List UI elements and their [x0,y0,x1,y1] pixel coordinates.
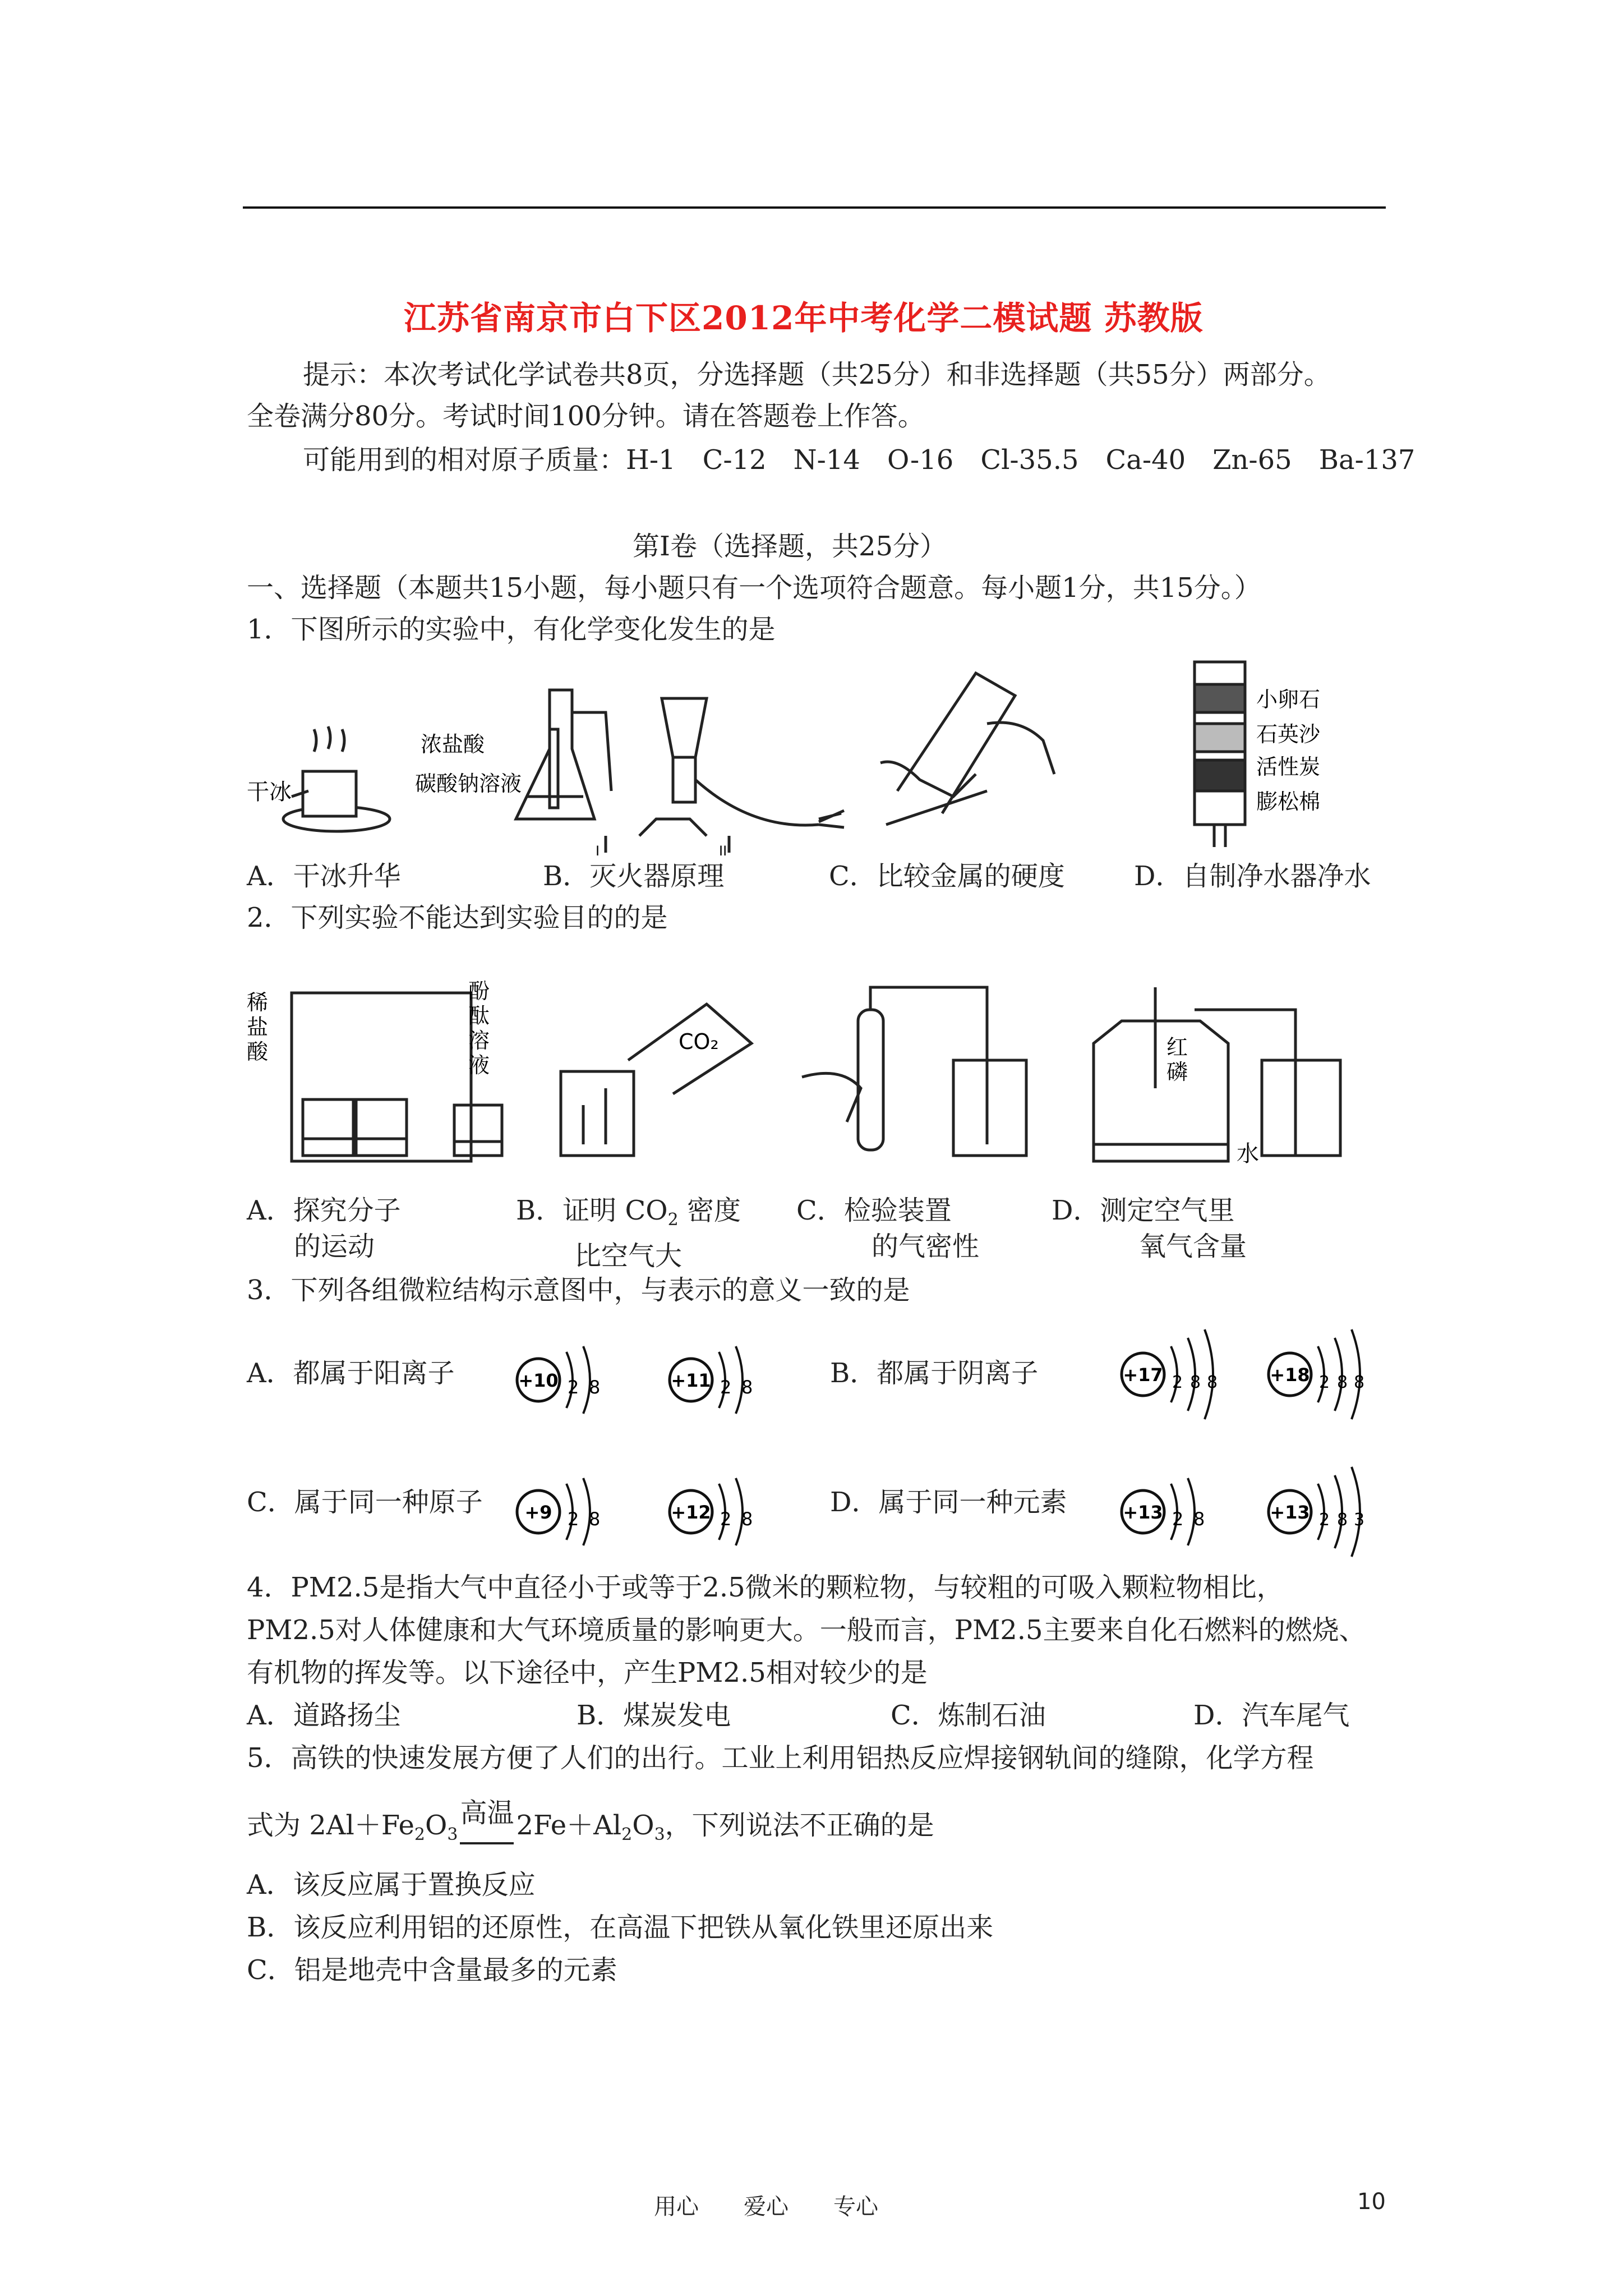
q1-option-b: B．灭火器原理 [543,861,725,892]
svg-text:8: 8 [1207,1373,1218,1392]
q2-stem: 2．下列实验不能达到实验目的的是 [247,902,668,933]
page-title: 江苏省南京市白下区2012年中考化学二模试题 苏教版 [404,299,1204,337]
svg-text:2: 2 [1172,1373,1183,1392]
svg-text:2: 2 [1319,1373,1330,1392]
na2co3-label: 碳酸钠溶液 [415,771,522,796]
svg-text:+13: +13 [1270,1502,1310,1523]
extinguisher-figure [516,690,844,853]
atom-diagrams [494,1313,1402,1576]
atom-diagram [670,1478,753,1545]
q4-option-a: A．道路扬尘 [247,1700,401,1731]
q1-option-c: C．比较金属的硬度 [829,861,1065,892]
intro-line-3: 可能用到的相对原子质量：H-1 C-12 N-14 O-16 Cl-35.5 Ca-40 Zn-65 Ba-137 [303,444,1415,476]
q4-option-d: D．汽车尾气 [1193,1700,1350,1731]
q4-line-1: 4．PM2.5是指大气中直径小于或等于2.5微米的颗粒物，与较粗的可吸入颗粒物相比， [247,1572,1284,1603]
dry-ice-figure [283,726,390,831]
q4-option-c: C．炼制石油 [891,1700,1046,1731]
roman-2-label: II [719,843,727,859]
roman-1-label: I [596,843,600,859]
metal-hardness-figure [880,673,1054,825]
q3-stem: 3．下列各组微粒结构示意图中，与表示的意义一致的是 [247,1274,910,1306]
section-header: 第Ⅰ卷（选择题，共25分） [633,531,947,562]
page-number: 10 [1357,2189,1386,2215]
q4-line-3: 有机物的挥发等。以下途径中，产生PM2.5相对较少的是 [247,1657,928,1688]
q2-figures [247,976,1391,1178]
dry-ice-label: 干冰 [247,779,292,805]
quartz-label: 石英沙 [1256,722,1321,747]
intro-line-1: 提示：本次考试化学试卷共8页，分选择题（共25分）和非选择题（共55分）两部分。 [303,359,1331,390]
q2-option-c: C．检验装置 的气密性 [796,1195,980,1262]
svg-text:2: 2 [1319,1510,1330,1530]
water-purifier-figure [1195,662,1245,847]
red-p-label: 红磷 [1166,1035,1188,1084]
conc-hcl-label: 浓盐酸 [421,732,485,757]
q3-option-b: B．都属于阴离子 [830,1358,1039,1389]
carbon-label: 活性炭 [1256,754,1321,779]
q4-line-2: PM2.5对人体健康和大气环境质量的影响更大。一般而言，PM2.5主要来自化石燃料的燃烧、 [247,1614,1366,1646]
co2-label: CO₂ [679,1029,719,1054]
intro-line-2: 全卷满分80分。考试时间100分钟。请在答题卷上作答。 [247,401,925,432]
svg-text:+13: +13 [1123,1502,1163,1523]
svg-text:2: 2 [720,1377,732,1398]
footer-motto: 用心 爱心 专心 [654,2194,878,2220]
svg-text:+12: +12 [671,1502,711,1523]
q5-line-1: 5．高铁的快速发展方便了人们的出行。工业上利用铝热反应焊接钢轨间的缝隙，化学方程 [247,1742,1314,1774]
svg-text:8: 8 [589,1377,601,1398]
q4-option-b: B．煤炭发电 [577,1700,731,1731]
atom-diagram [1269,1467,1364,1557]
q1-option-d: D．自制净水器净水 [1134,861,1371,892]
co2-density-figure [561,1004,751,1156]
oxygen-content-figure [1094,987,1340,1161]
dilute-hcl-label: 稀盐酸 [247,990,269,1064]
svg-text:2: 2 [568,1377,579,1398]
pebbles-label: 小卵石 [1256,687,1321,712]
svg-text:+17: +17 [1123,1364,1163,1386]
q5-option-a: A．该反应属于置换反应 [247,1869,536,1901]
q1-stem: 1．下图所示的实验中，有化学变化发生的是 [247,614,776,645]
svg-text:8: 8 [589,1508,601,1530]
atom-diagram [670,1346,753,1414]
q2-option-d: D．测定空气里 氧气含量 [1052,1195,1247,1262]
svg-text:+10: +10 [518,1370,559,1391]
svg-text:2: 2 [720,1508,732,1530]
q2-option-b: B．证明 $CO_2$ 密度 比空气大 [516,1195,741,1272]
svg-text:8: 8 [1354,1373,1365,1392]
svg-text:8: 8 [741,1377,753,1398]
q5-option-c: C．铝是地壳中含量最多的元素 [247,1954,617,1986]
svg-text:+9: +9 [524,1502,552,1523]
svg-text:8: 8 [1190,1373,1201,1392]
cotton-label: 膨松棉 [1256,789,1321,814]
q3-option-d: D．属于同一种元素 [830,1487,1067,1518]
header-rule [243,206,1386,209]
q5-option-b: B．该反应利用铝的还原性，在高温下把铁从氧化铁里还原出来 [247,1912,994,1943]
phenol-label: 酚酞溶液 [468,979,490,1078]
atom-diagram [1269,1329,1364,1419]
svg-text:8: 8 [741,1508,753,1530]
svg-text:8: 8 [1193,1508,1205,1530]
svg-text:8: 8 [1337,1373,1348,1392]
svg-text:+11: +11 [671,1370,711,1391]
atom-diagram [517,1478,600,1545]
water-label: 水 [1237,1141,1259,1167]
q3-option-a: A．都属于阳离子 [247,1358,455,1389]
svg-text:3: 3 [1354,1510,1365,1530]
atom-diagram [517,1346,600,1414]
q1-option-a: A．干冰升华 [247,861,401,892]
svg-text:2: 2 [1172,1508,1184,1530]
q5-equation: 式为 $2Al+Fe_2O_3$高温$2Fe+Al_2O_3$，下列说法不正确的是 [247,1797,934,1844]
atom-diagram [1122,1478,1205,1545]
q3-option-c: C．属于同一种原子 [247,1487,483,1518]
svg-text:+18: +18 [1270,1364,1310,1386]
svg-text:8: 8 [1337,1510,1348,1530]
svg-text:2: 2 [568,1508,579,1530]
q1-figures [247,651,1391,864]
atom-diagram [1122,1329,1218,1419]
q2-option-a: A．探究分子 的运动 [247,1195,401,1262]
airtightness-figure [802,987,1026,1156]
part-header: 一、选择题（本题共15小题，每小题只有一个选项符合题意。每小题1分，共15分。） [247,572,1261,604]
